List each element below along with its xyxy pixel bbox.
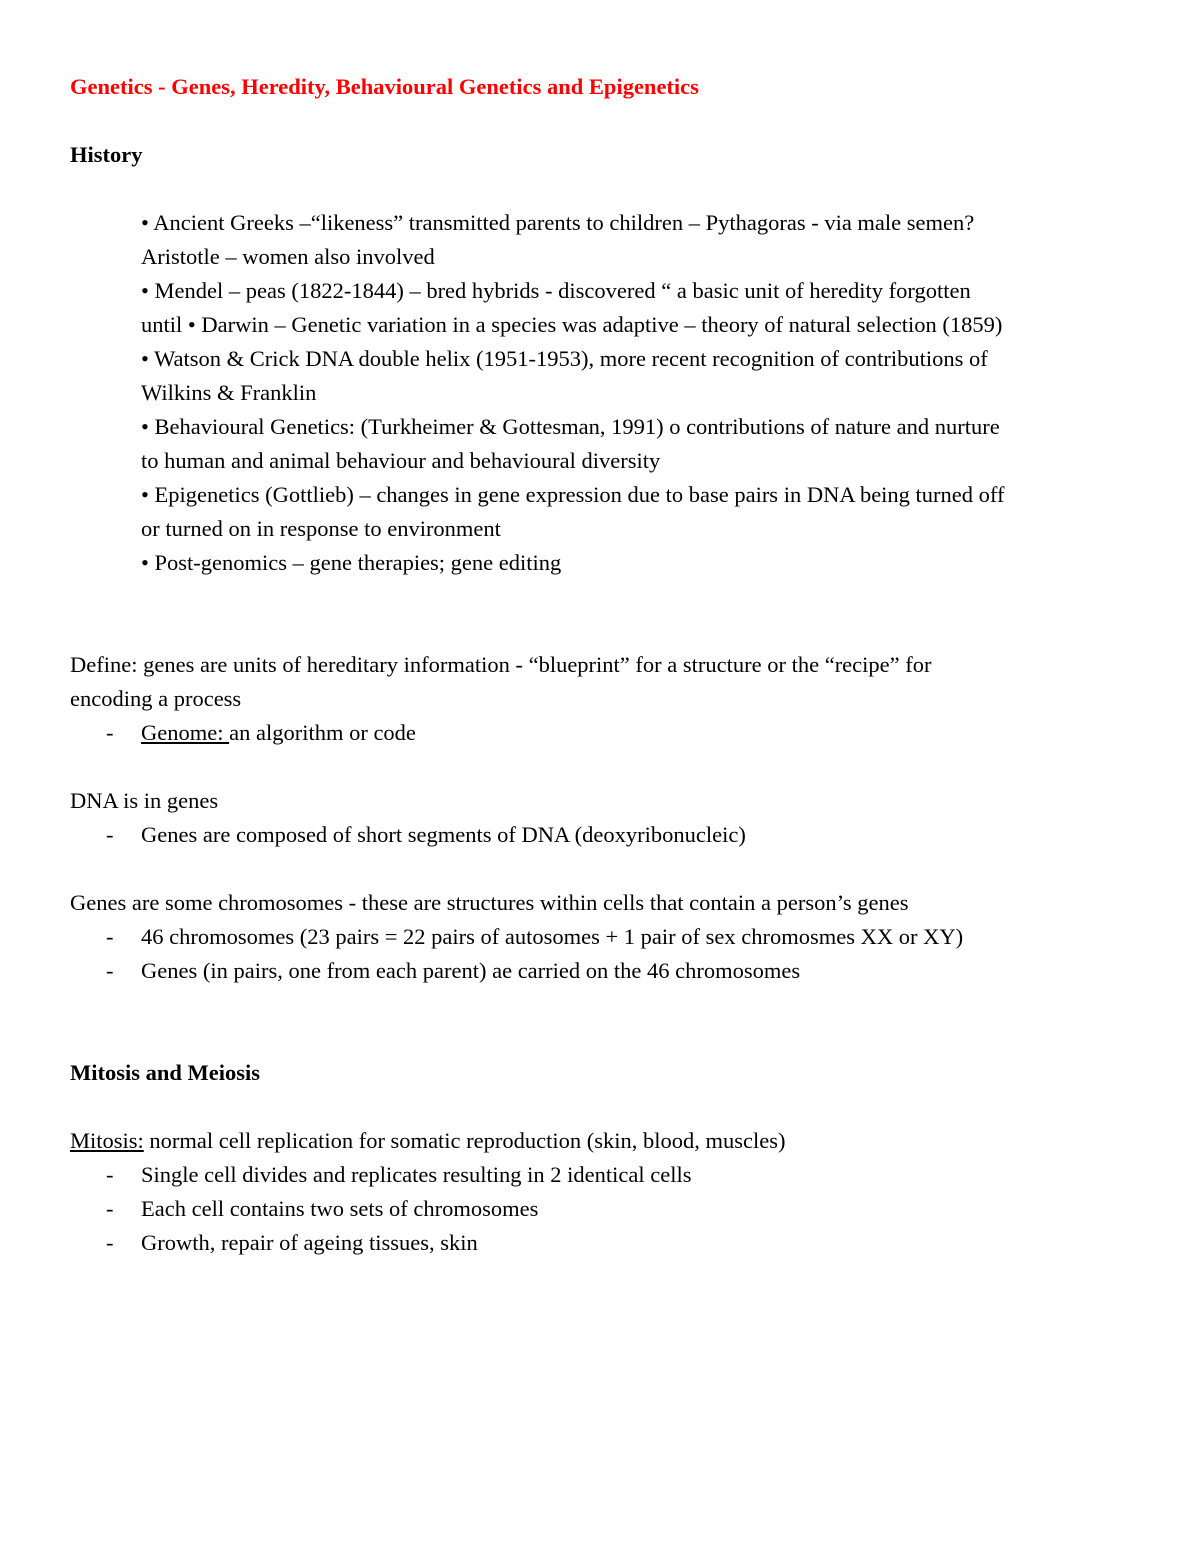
history-line: • Behavioural Genetics: (Turkheimer & Gottesman, 1991) o contributions of nature and nurture bbox=[141, 414, 1000, 439]
dna-list bbox=[70, 818, 1140, 852]
history-line: • Mendel – peas (1822-1844) – bred hybrids - discovered “ a basic unit of heredity forgotten bbox=[141, 278, 971, 303]
document-body bbox=[70, 70, 1140, 1260]
history-line: • Ancient Greeks –“likeness” transmitted parents to children – Pythagoras - via male semen? bbox=[141, 210, 975, 235]
chromosomes-item: - Genes (in pairs, one from each parent) ae carried on the 46 chromosomes bbox=[70, 954, 1140, 988]
mitosis-meiosis-heading: Mitosis and Meiosis bbox=[70, 1060, 261, 1085]
chromosomes-list bbox=[70, 920, 1140, 988]
dna-intro: DNA is in genes bbox=[70, 788, 219, 813]
history-line: • Epigenetics (Gottlieb) – changes in gene expression due to base pairs in DNA being turned off bbox=[141, 482, 1005, 507]
define-line: Define: genes are units of hereditary information - “blueprint” for a structure or the “recipe” for bbox=[70, 652, 932, 677]
chromosomes-intro: Genes are some chromosomes - these are structures within cells that contain a person’s genes bbox=[70, 890, 909, 915]
history-line: • Post-genomics – gene therapies; gene editing bbox=[141, 550, 562, 575]
history-line: until • Darwin – Genetic variation in a species was adaptive – theory of natural selection (1859) bbox=[141, 312, 1003, 337]
history-line: Aristotle – women also involved bbox=[141, 244, 435, 269]
dna-item: - Genes are composed of short segments of DNA (deoxyribonucleic) bbox=[70, 818, 1140, 852]
genome-term: Genome: bbox=[141, 720, 230, 745]
mitosis-text: normal cell replication for somatic reproduction (skin, blood, muscles) bbox=[143, 1128, 786, 1153]
history-line: • Watson & Crick DNA double helix (1951-1953), more recent recognition of contributions of bbox=[141, 346, 988, 371]
history-heading: History bbox=[70, 142, 143, 167]
history-line: to human and animal behaviour and behavioural diversity bbox=[141, 448, 661, 473]
mitosis-definition bbox=[70, 1124, 1140, 1158]
genome-text: an algorithm or code bbox=[229, 720, 416, 745]
mitosis-term: Mitosis: bbox=[70, 1128, 144, 1153]
history-bullets bbox=[70, 206, 1140, 580]
mitosis-item: - Growth, repair of ageing tissues, skin bbox=[70, 1226, 1140, 1260]
chromosomes-item: - 46 chromosomes (23 pairs = 22 pairs of autosomes + 1 pair of sex chromosmes XX or XY) bbox=[70, 920, 1140, 954]
define-list bbox=[70, 716, 1140, 750]
define-line: encoding a process bbox=[70, 686, 242, 711]
mitosis-list bbox=[70, 1158, 1140, 1260]
document-title: Genetics - Genes, Heredity, Behavioural Genetics and Epigenetics bbox=[70, 74, 699, 99]
genome-item bbox=[70, 716, 1140, 750]
history-line: or turned on in response to environment bbox=[141, 516, 501, 541]
history-line: Wilkins & Franklin bbox=[141, 380, 317, 405]
mitosis-item: - Each cell contains two sets of chromosomes bbox=[70, 1192, 1140, 1226]
mitosis-item: - Single cell divides and replicates resulting in 2 identical cells bbox=[70, 1158, 1140, 1192]
